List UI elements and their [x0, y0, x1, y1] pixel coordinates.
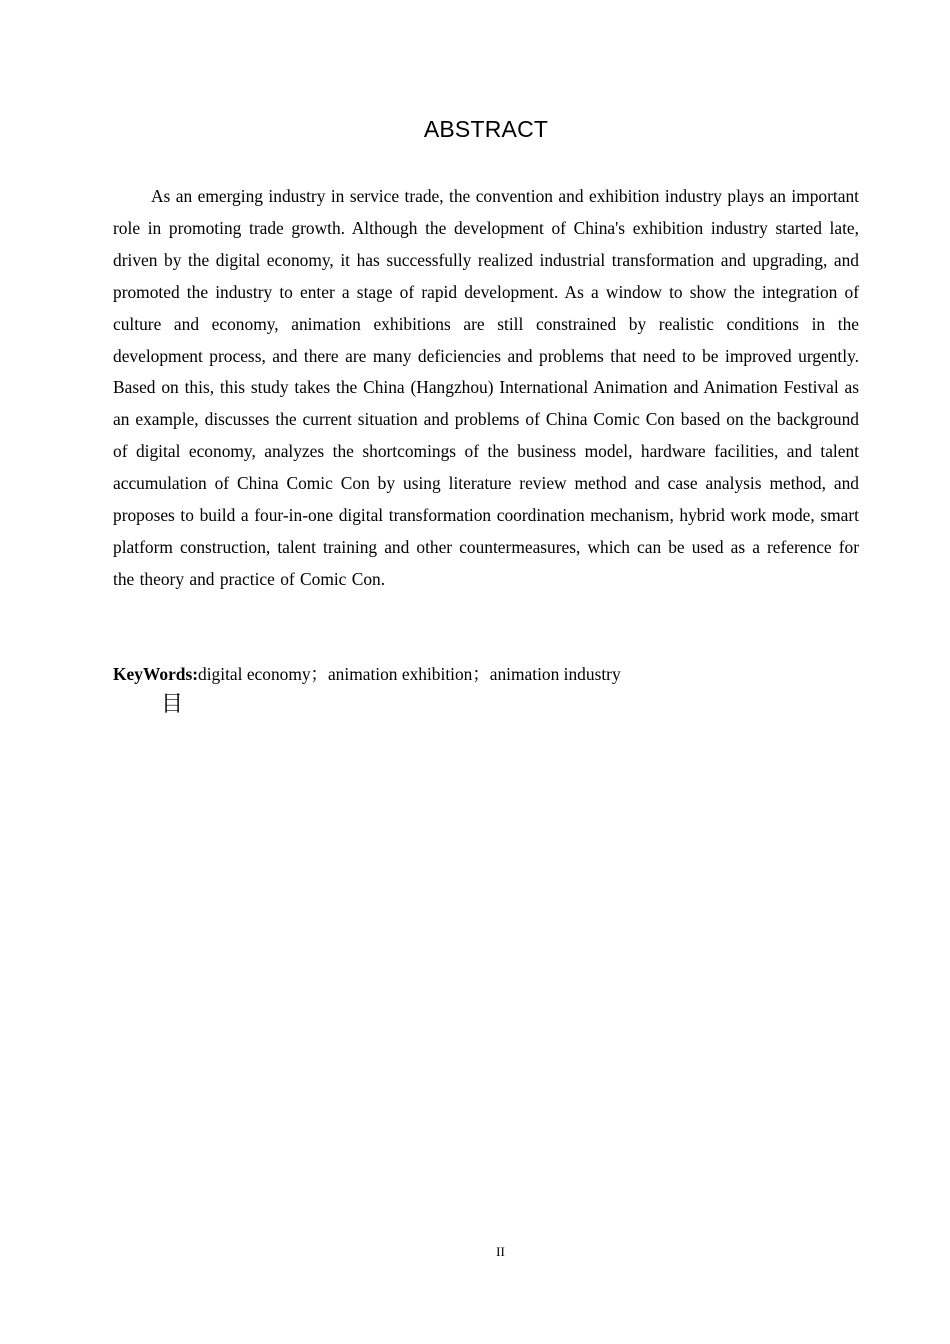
- keywords-text: digital economy；animation exhibition；animation industry: [198, 664, 621, 684]
- abstract-body: As an emerging industry in service trade, the convention and exhibition industry plays an important role in promoting trade growth. Although the development of China's exhibition industry started late, driven by the digital economy, it has successfully realized industrial transformation and upgrading, and promoted the industry to enter a stage of rapid development. As a window to show the integration of culture and economy, animation exhibitions are still constrained by realistic conditions in the development process, and there are many deficiencies and problems that need to be improved urgently. Based on this, this study takes the China (Hangzhou) International Animation and Animation Festival as an example, discusses the current situation and problems of China Comic Con based on the background of digital economy, analyzes the shortcomings of the business model, hardware facilities, and talent accumulation of China Comic Con by using literature review method and case analysis method, and proposes to build a four-in-one digital transformation coordination mechanism, hybrid work mode, smart platform construction, talent training and other countermeasures, which can be used as a reference for the theory and practice of Comic Con.: [113, 186, 859, 589]
- page-number: II: [496, 1244, 505, 1259]
- toc-heading-fragment: 目: [161, 692, 184, 717]
- abstract-title: ABSTRACT: [423, 116, 549, 142]
- keywords-label: KeyWords:: [113, 664, 199, 684]
- keywords-line: [113, 659, 859, 691]
